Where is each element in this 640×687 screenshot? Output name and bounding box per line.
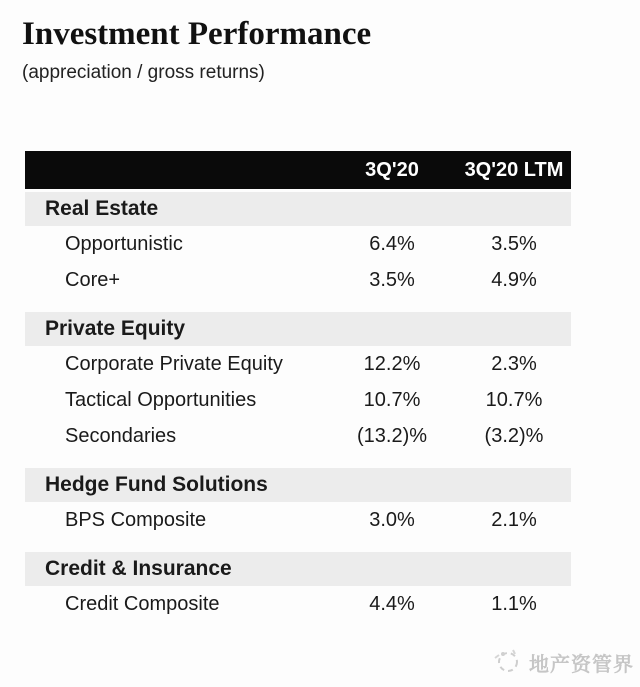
row-label: Credit Composite: [65, 592, 220, 615]
value-3q20: 6.4%: [369, 232, 415, 255]
section-label: Hedge Fund Solutions: [45, 473, 268, 496]
performance-table: [25, 151, 571, 622]
swirl-logo-icon: [491, 644, 523, 681]
table-row-secondaries: [25, 418, 571, 454]
table-row-tactical-opportunities: [25, 382, 571, 418]
value-3q20-ltm: 4.9%: [491, 268, 537, 291]
section-label: Private Equity: [45, 317, 186, 340]
table-row-corporate-private-equity: [25, 346, 571, 382]
value-3q20: 4.4%: [369, 592, 415, 615]
value-3q20: (13.2)%: [356, 424, 428, 447]
section-header-private-equity: [25, 312, 571, 346]
value-3q20-ltm: 1.1%: [491, 592, 537, 615]
value-3q20-ltm: 10.7%: [485, 388, 543, 411]
section-header-hedge-fund-solutions: [25, 468, 571, 502]
section-label: Real Estate: [45, 197, 159, 220]
row-label: Secondaries: [65, 424, 177, 447]
watermark-text: 地产资管界: [529, 654, 634, 676]
table-row-bps-composite: [25, 502, 571, 538]
value-3q20-ltm: 3.5%: [491, 232, 537, 255]
value-3q20: 12.2%: [363, 352, 421, 375]
table-row-credit-composite: [25, 586, 571, 622]
value-3q20: 3.0%: [369, 508, 415, 531]
value-3q20: 3.5%: [369, 268, 415, 291]
table-row-core-plus: [25, 262, 571, 298]
section-header-credit-insurance: [25, 552, 571, 586]
value-3q20-ltm: 2.1%: [491, 508, 537, 531]
value-3q20-ltm: (3.2)%: [484, 424, 544, 447]
section-header-real-estate: [25, 192, 571, 226]
column-header-3q20-ltm: 3Q'20 LTM: [464, 158, 564, 181]
watermark: [491, 644, 634, 681]
row-label: BPS Composite: [65, 508, 207, 531]
value-3q20: 10.7%: [363, 388, 421, 411]
row-label: Opportunistic: [65, 232, 183, 255]
value-3q20-ltm: 2.3%: [491, 352, 537, 375]
row-label: Tactical Opportunities: [65, 388, 257, 411]
section-label: Credit & Insurance: [45, 557, 232, 580]
page-subtitle: (appreciation / gross returns): [22, 62, 265, 83]
page-title: Investment Performance: [22, 16, 372, 52]
row-label: Core+: [65, 268, 121, 291]
column-header-3q20: 3Q'20: [365, 158, 419, 181]
row-label: Corporate Private Equity: [65, 352, 283, 375]
table-header-row: [25, 151, 571, 189]
table-row-opportunistic: [25, 226, 571, 262]
